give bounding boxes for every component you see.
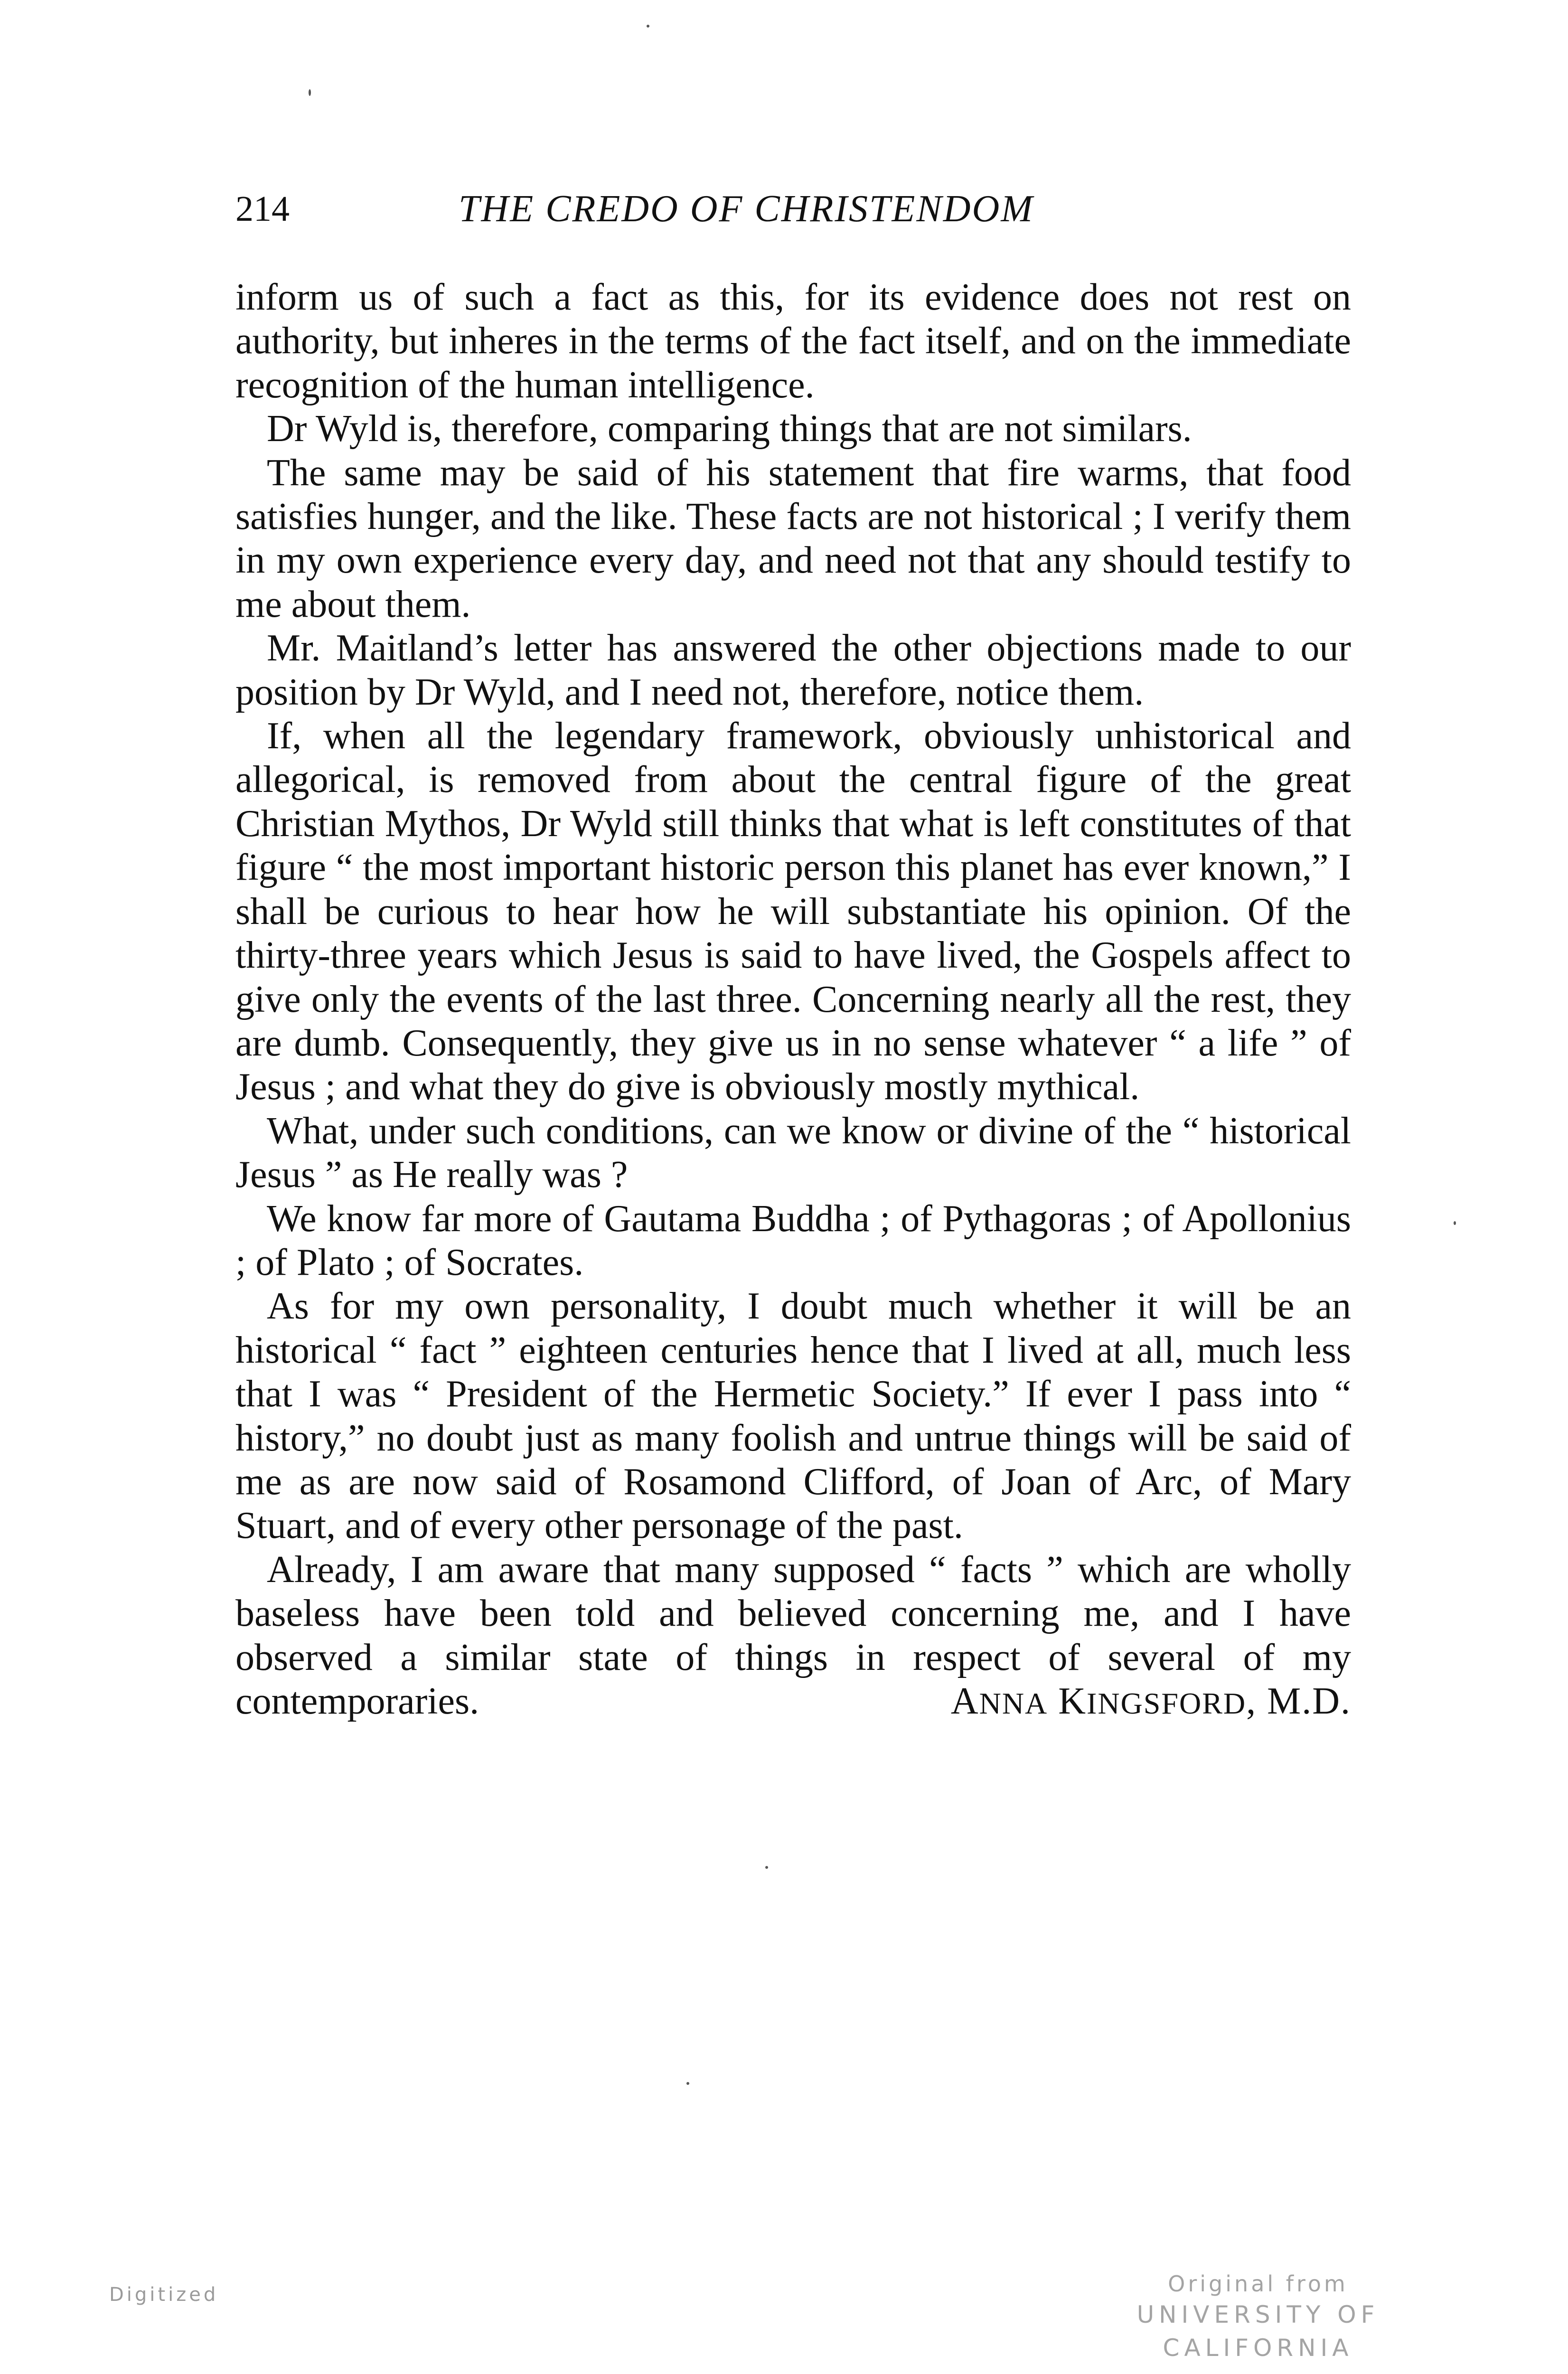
scan-speck [765, 1866, 768, 1869]
paragraph: The same may be said of his statement that fire warms, that food satisfies hunger, and the like. These facts are not historical ; I verify them in my own experience every day, and need not that any should testify to me about them. [235, 452, 1351, 625]
library-watermark-line1: Original from [1168, 2271, 1348, 2297]
digitized-watermark: Digitized [109, 2284, 219, 2306]
running-title: THE CREDO OF CHRISTENDOM [459, 188, 1034, 230]
scan-speck [686, 2082, 689, 2085]
closing-paragraph [235, 1548, 1351, 1724]
paragraph: What, under such conditions, can we know or divine of the “ historical Jesus ” as He really was ? [235, 1110, 1351, 1196]
signature-suffix: , M.D. [1246, 1680, 1351, 1722]
paragraph-continuation: inform us of such a fact as this, for its evidence does not rest on authority, but inheres in the terms of the fact itself, and on the immediate recognition of the human intelligence. [235, 276, 1351, 406]
paragraph: We know far more of Gautama Buddha ; of Pythagoras ; of Apollonius ; of Plato ; of Socrates. [235, 1197, 1351, 1283]
scan-speck [1454, 1221, 1456, 1225]
author-signature [920, 1679, 1351, 1725]
page-number: 214 [235, 189, 290, 229]
signature-initial: A [950, 1680, 979, 1722]
paragraph: If, when all the legendary framework, obviously unhistorical and allegorical, is removed from about the central figure of the great Christian Mythos, Dr Wyld still thinks that what is left constitutes of that figure “ the most important historic person this planet has ever known,” I shall be curious to hear how he will substantiate his opinion. Of the thirty-three years which Jesus is said to have lived, the Gospels affect to give only the events of the last three. Concerning nearly all the rest, they are dumb. Consequently, they give us in no sense whatever “ a life ” of Jesus ; and what they do give is obviously mostly mythical. [235, 715, 1351, 1108]
signature-smallcaps: NNA [979, 1686, 1048, 1720]
scan-speck [309, 89, 311, 96]
paragraph: As for my own personality, I doubt much whether it will be an historical “ fact ” eighteen centuries hence that I lived at all, much less that I was “ President of the Hermetic Society.” If ever I pass into “ history,” no doubt just as many foolish and untrue things will be said of me as are now said of Rosamond Clifford, of Joan of Arc, of Mary Stuart, and of every other personage of the past. [235, 1285, 1351, 1547]
paragraph: Mr. Maitland’s letter has answered the other objections made to our position by Dr Wyld, and I need not, therefore, notice them. [235, 627, 1351, 713]
running-head [235, 183, 1363, 235]
body-text [235, 275, 1351, 1725]
signature-smallcaps: INGSFORD [1087, 1686, 1247, 1720]
paragraph: Dr Wyld is, therefore, comparing things that are not similars. [267, 408, 1192, 450]
signature-initial: K [1058, 1680, 1087, 1722]
closing-paragraph-text: Already, I am aware that many supposed “ facts ” which are wholly baseless have been told and believed concerning me, and I have observed a similar state of things in respect of several of my contemporaries. [235, 1548, 1351, 1722]
library-watermark-line2: UNIVERSITY OF CALIFORNIA [1136, 2301, 1380, 2362]
library-watermark [1040, 2270, 1476, 2365]
scan-speck [647, 25, 649, 28]
